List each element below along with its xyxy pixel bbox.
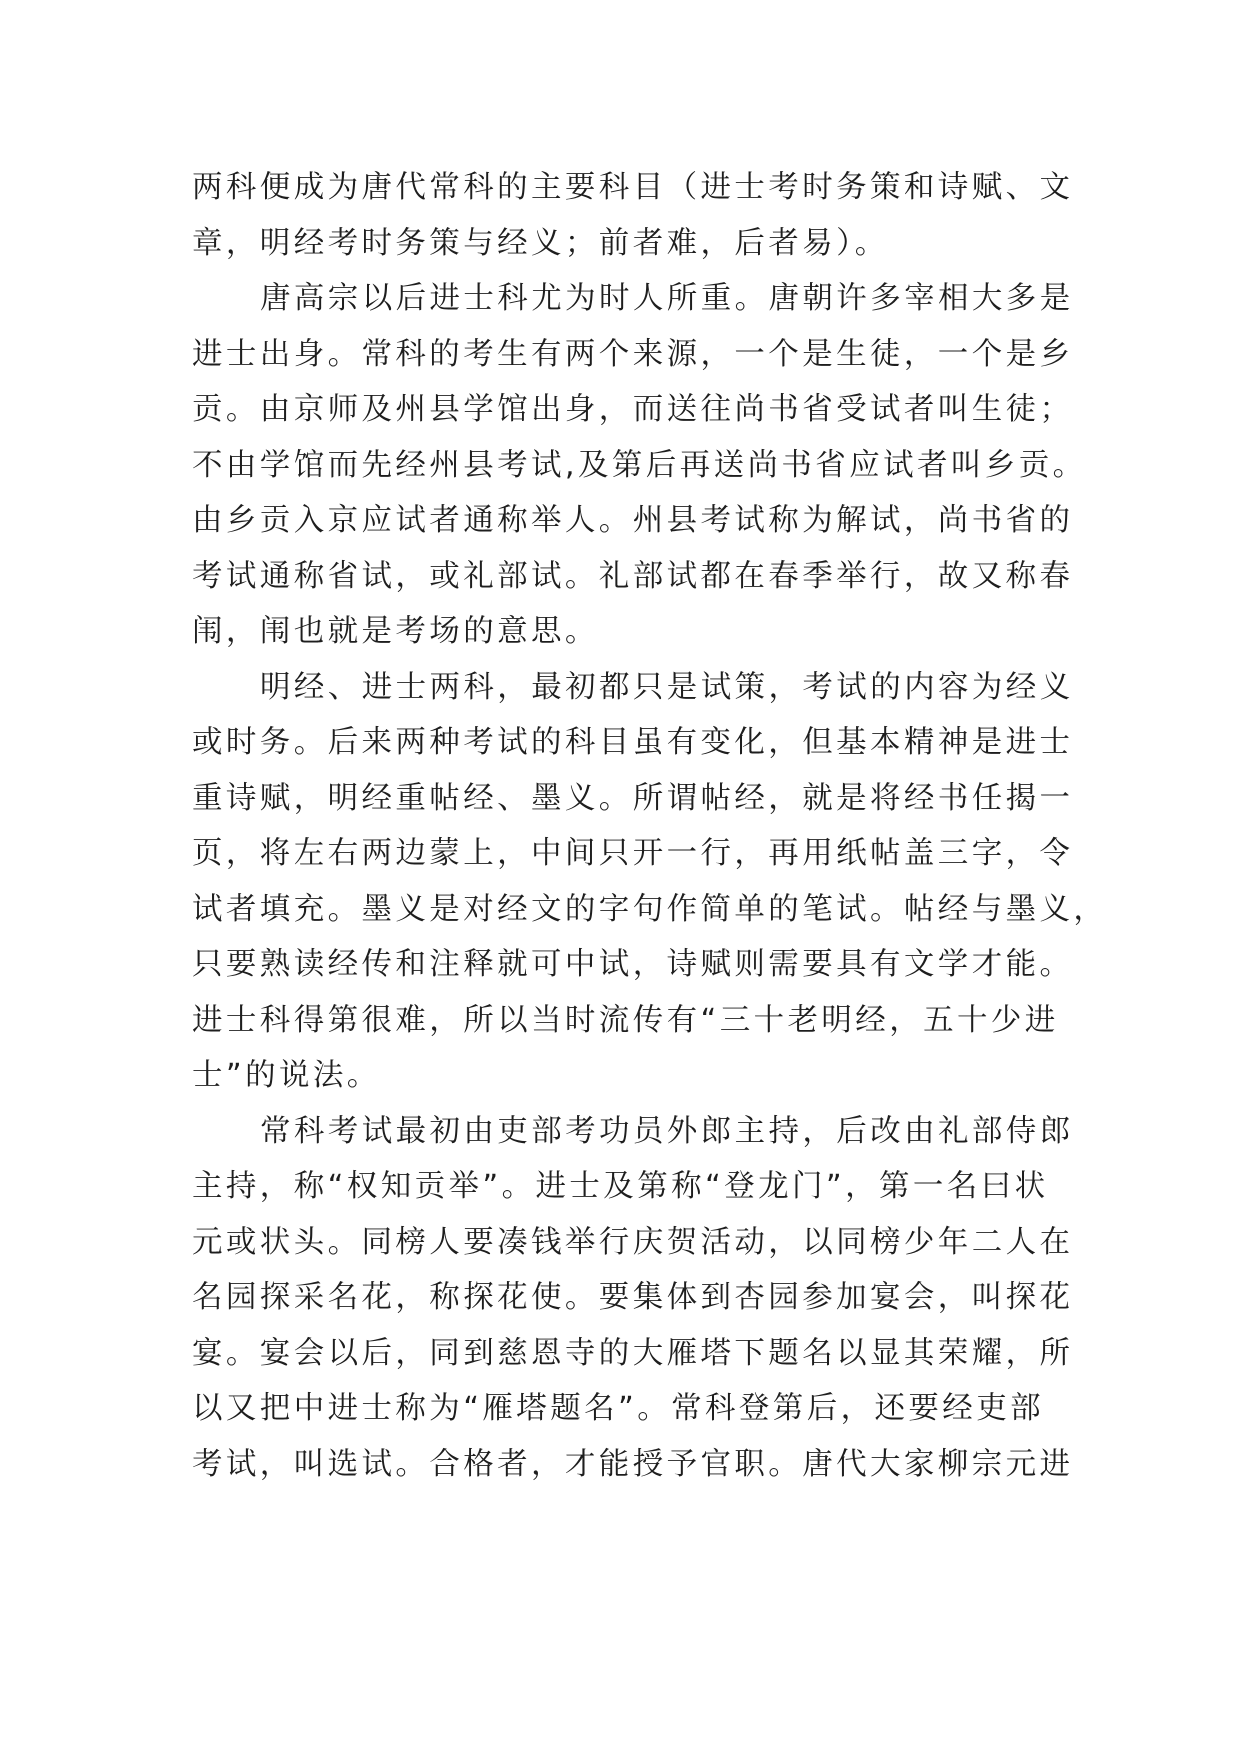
paragraph xyxy=(192,660,1108,1104)
text-line: 明经、进士两科，最初都只是试策，考试的内容为经义 xyxy=(260,669,1074,705)
text-line: 常科考试最初由吏部考功员外郎主持，后改由礼部侍郎 xyxy=(260,1113,1074,1149)
text-line: 页，将左右两边蒙上，中间只开一行，再用纸帖盖三字，令 xyxy=(192,836,1074,871)
text-line: 名园探采名花，称探花使。要集体到杏园参加宴会，叫探花 xyxy=(192,1280,1074,1315)
text-line: 考试，叫选试。合格者，才能授予官职。唐代大家柳宗元进 xyxy=(192,1446,1074,1482)
text-line: 不由学馆而先经州县考试,及第后再送尚书省应试者叫乡贡。 xyxy=(192,447,1087,483)
text-line: 进士出身。常科的考生有两个来源，一个是生徒，一个是乡 xyxy=(192,336,1074,372)
text-line: 只要熟读经传和注释就可中试，诗赋则需要具有文学才能。 xyxy=(192,947,1074,982)
text-line: 章，明经考时务策与经义；前者难，后者易）。 xyxy=(192,225,889,261)
paragraph xyxy=(192,271,1087,660)
text-line: 考试通称省试，或礼部试。礼部试都在春季举行，故又称春 xyxy=(192,558,1074,594)
text-line: 或时务。后来两种考试的科目虽有变化，但基本精神是进士 xyxy=(192,725,1074,760)
text-line: 主持，称“权知贡举”。进士及第称“登龙门”，第一名曰状 xyxy=(192,1169,1049,1204)
text-line: 闱，闱也就是考场的意思。 xyxy=(192,614,599,649)
text-line: 贡。由京师及州县学馆出身，而送往尚书省受试者叫生徒； xyxy=(192,392,1074,427)
text-line: 以又把中进士称为“雁塔题名”。常科登第后，还要经吏部 xyxy=(192,1391,1045,1426)
text-line: 由乡贡入京应试者通称举人。州县考试称为解试，尚书省的 xyxy=(192,503,1074,538)
text-line: 元或状头。同榜人要凑钱举行庆贺活动，以同榜少年二人在 xyxy=(192,1224,1074,1260)
text-line: 宴。宴会以后，同到慈恩寺的大雁塔下题名以显其荣耀，所 xyxy=(192,1335,1074,1371)
text-line: 两科便成为唐代常科的主要科目（进士考时务策和诗赋、文 xyxy=(192,170,1074,205)
paragraph xyxy=(192,1104,1074,1493)
text-line: 士”的说法。 xyxy=(192,1058,381,1093)
text-line: 唐高宗以后进士科尤为时人所重。唐朝许多宰相大多是 xyxy=(260,281,1074,316)
body-text xyxy=(192,160,1108,1492)
text-line: 进士科得第很难，所以当时流传有“三十老明经，五十少进 xyxy=(192,1002,1059,1038)
paragraph xyxy=(192,160,1074,271)
text-line: 重诗赋，明经重帖经、墨义。所谓帖经，就是将经书任揭一 xyxy=(192,780,1074,816)
text-line: 试者填充。墨义是对经文的字句作简单的笔试。帖经与墨义， xyxy=(192,891,1108,927)
